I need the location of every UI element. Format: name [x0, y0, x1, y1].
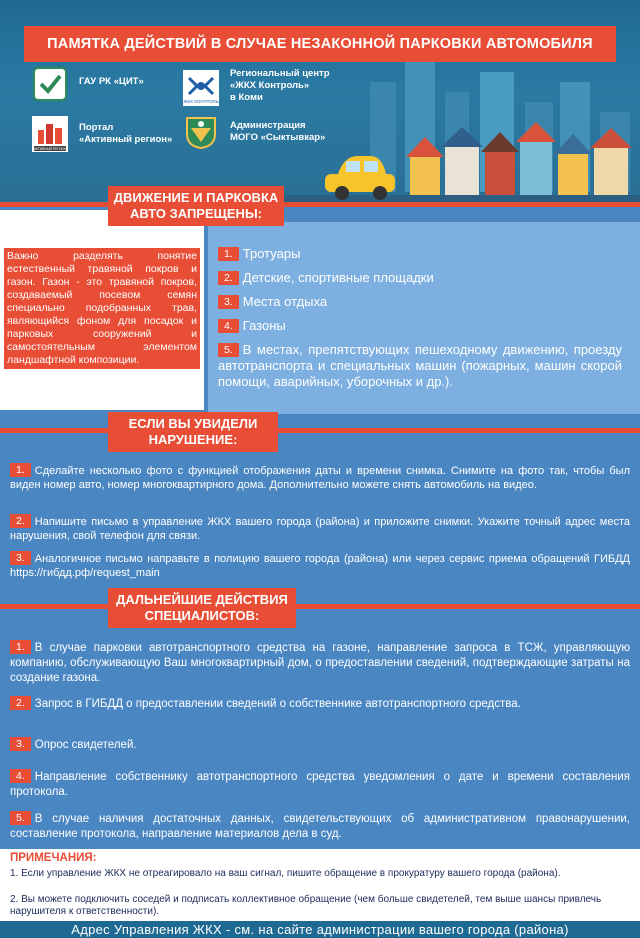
syktyvkar-coat-of-arms-icon — [183, 114, 219, 150]
if-you-see-item: 2. Напишите письмо в управление ЖКХ вашего города (района) и приложите снимки. Укажите точный адрес места нарушения, свой телефон для связи. — [10, 515, 630, 542]
org-active-region: Портал «Активный регион» — [79, 122, 173, 145]
note-item: 1. Если управление ЖКХ не отреагировало на ваш сигнал, пишите обращение в прокуратуру вашего города (района). — [10, 868, 561, 879]
notes-title: ПРИМЕЧАНИЯ: — [10, 852, 97, 864]
specialist-action-item: 5. В случае наличия достаточных данных, свидетельствующих об административном правонарушении, составление протокола, направление материалов дела в суд. — [10, 812, 630, 840]
note-item: 2. Вы можете подключить соседей и подписать коллективное обращение (чем больше свидетелей, тем выше шансы привлечь нарушителя к ответственности). — [10, 894, 602, 917]
forbidden-item: 4. Газоны — [218, 318, 618, 334]
forbidden-item: 5. В местах, препятствующих пешеходному движению, проезду автотранспорта и специальных машин (пожарных, машин скорой помощи, аварийных, уборочных и др.). — [218, 342, 622, 389]
page-title: ПАМЯТКА ДЕЙСТВИЙ В СЛУЧАЕ НЕЗАКОННОЙ ПАРКОВКИ АВТОМОБИЛЯ — [24, 26, 616, 62]
forbidden-item: 2. Детские, спортивные площадки — [218, 270, 618, 286]
specialist-action-item: 1. В случае парковки автотранспортного средства на газоне, направление запроса в ТСЖ, управляющую компанию, обслуживающую Ваш многоквартирный дом, о предоставлении сведений, подтверждающие затраты на создание газона. — [10, 641, 630, 684]
forbidden-item: 3. Места отдыха — [218, 294, 618, 310]
specialist-action-item: 4. Направление собственнику автотранспортного средства уведомления о дате и времени составления протокола. — [10, 770, 630, 798]
svg-text:ЖКХ КОНТРОЛЬ: ЖКХ КОНТРОЛЬ — [183, 99, 219, 104]
section-title-forbidden: ДВИЖЕНИЕ И ПАРКОВКА АВТО ЗАПРЕЩЕНЫ: — [108, 186, 284, 226]
org-cit: ГАУ РК «ЦИТ» — [79, 76, 144, 87]
if-you-see-item: 1. Сделайте несколько фото с функцией отображения даты и времени снимка. Снимите на фото так, чтобы был виден номер авто, номер многоквартирного дома. Дополнительно можете снять автомобиль на видео. — [10, 464, 630, 491]
active-region-logo-icon — [32, 116, 68, 152]
footer-address-note: Адрес Управления ЖКХ - см. на сайте администрации вашего города (района) — [0, 921, 640, 938]
zhkh-control-logo-icon — [183, 70, 219, 106]
section-title-further-actions: ДАЛЬНЕЙШИЕ ДЕЙСТВИЯ СПЕЦИАЛИСТОВ: — [108, 588, 296, 628]
section-title-if-you-see: ЕСЛИ ВЫ УВИДЕЛИ НАРУШЕНИЕ: — [108, 412, 278, 452]
org-syktyvkar-admin: Администрация МОГО «Сыктывкар» — [230, 120, 326, 143]
specialist-action-item: 2. Запрос в ГИБДД о предоставлении сведений о собственнике автотранспортного средства. — [10, 696, 630, 712]
lawn-definition-note: Важно разделять понятие естественный травяной покров и газон. Газон - это травяной покров, создаваемый посевом семян специально подобранных трав, являющийся фоном для посадок и парковых сооружений и самостоятельным элементом ландшафтной композиции. — [4, 248, 200, 369]
divider-stripe — [0, 202, 640, 207]
header — [0, 0, 640, 202]
if-you-see-item: 3. Аналогичное письмо направьте в полицию вашего города (района) или через сервис приема обращений ГИБДД https://гибдд.рф/request_main — [10, 552, 630, 579]
divider-stripe — [0, 604, 640, 609]
forbidden-item: 1. Тротуары — [218, 246, 618, 262]
cit-logo-icon — [32, 66, 68, 102]
specialist-action-item: 3. Опрос свидетелей. — [10, 737, 630, 753]
org-zhkh-control: Региональный центр «ЖКХ Контроль» в Коми — [230, 68, 330, 103]
svg-text:АКТИВНЫЙ РЕГИОН: АКТИВНЫЙ РЕГИОН — [33, 147, 67, 151]
divider-stripe — [0, 428, 640, 433]
